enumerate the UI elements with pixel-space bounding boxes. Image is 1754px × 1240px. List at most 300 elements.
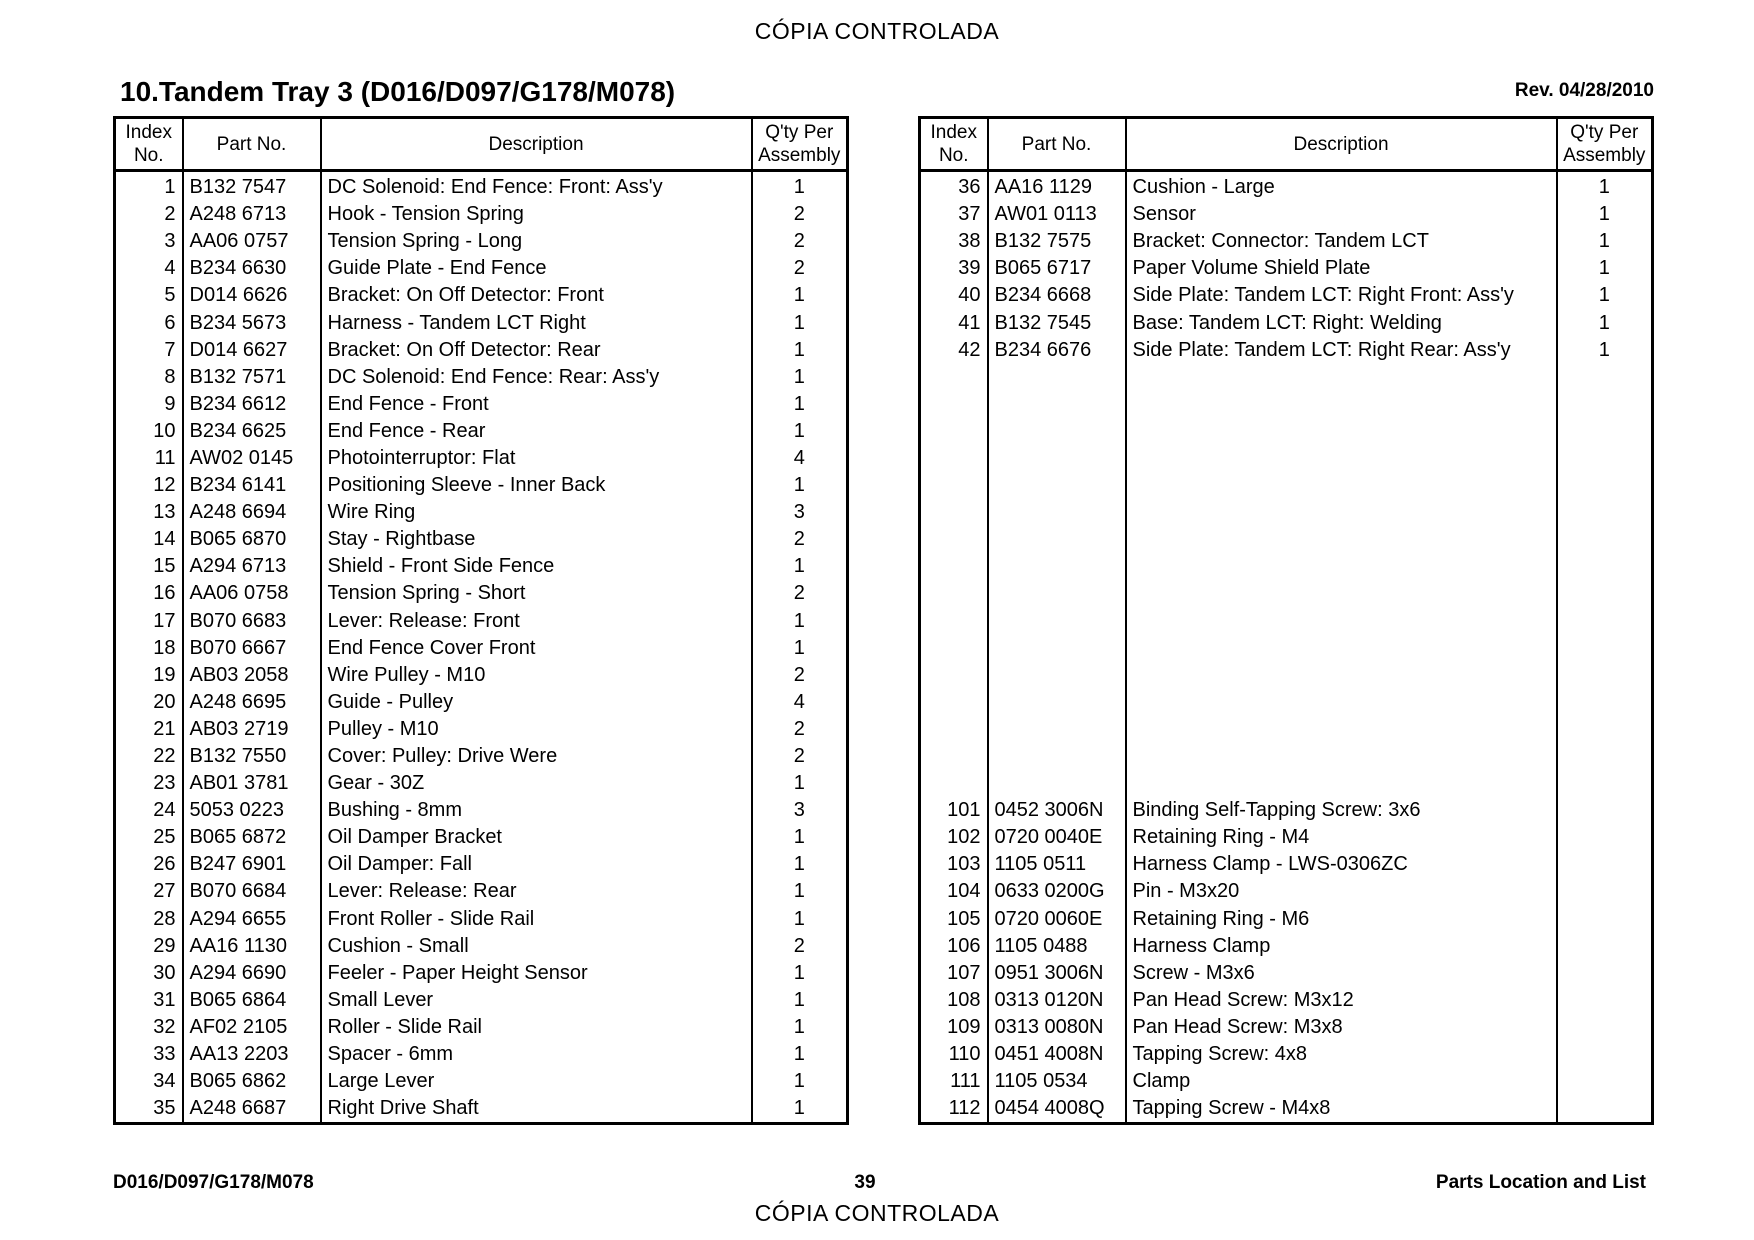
part-number-cell: 0452 3006N xyxy=(988,797,1126,824)
index-cell: 22 xyxy=(153,745,176,768)
table-row xyxy=(920,364,1653,391)
table-row xyxy=(115,228,848,255)
table-row xyxy=(115,337,848,364)
qty-cell xyxy=(1557,797,1653,824)
table-row xyxy=(115,851,848,878)
index-cell: 9 xyxy=(164,392,176,415)
qty-cell: 2 xyxy=(752,255,848,282)
description-cell xyxy=(1126,364,1557,391)
index-cell: 112 xyxy=(948,1097,981,1120)
index-cell: 10 xyxy=(153,419,176,442)
table-row xyxy=(115,689,848,716)
table-row xyxy=(920,1095,1653,1124)
qty-cell: 2 xyxy=(752,743,848,770)
description-cell: Oil Damper Bracket xyxy=(321,824,752,851)
description-cell: Side Plate: Tandem LCT: Right Front: Ass'y xyxy=(1126,282,1557,309)
qty-cell: 1 xyxy=(752,960,848,987)
index-cell xyxy=(920,526,988,553)
qty-cell: 1 xyxy=(1557,201,1653,228)
part-number-cell: AW01 0113 xyxy=(988,201,1126,228)
index-cell xyxy=(920,553,988,580)
index-cell: 109 xyxy=(947,1015,981,1038)
index-cell: 14 xyxy=(153,528,176,551)
table-row xyxy=(920,635,1653,662)
description-cell xyxy=(1126,635,1557,662)
table-row xyxy=(920,553,1653,580)
qty-cell xyxy=(1557,689,1653,716)
index-cell: 101 xyxy=(947,799,981,822)
table-row xyxy=(115,445,848,472)
qty-cell xyxy=(1557,933,1653,960)
qty-cell: 2 xyxy=(752,201,848,228)
index-cell: 12 xyxy=(153,474,176,497)
qty-cell: 1 xyxy=(752,418,848,445)
qty-cell xyxy=(1557,1041,1653,1068)
table-row xyxy=(920,337,1653,364)
index-cell: 15 xyxy=(153,555,176,578)
description-cell: Side Plate: Tandem LCT: Right Rear: Ass'y xyxy=(1126,337,1557,364)
table-row xyxy=(115,1014,848,1041)
part-number-cell xyxy=(988,580,1126,607)
index-cell: 29 xyxy=(153,934,176,957)
column-header-qty: Q'ty Per Assembly xyxy=(752,118,848,171)
table-header-row xyxy=(920,118,1653,171)
index-cell: 16 xyxy=(153,582,176,605)
part-number-cell: AA13 2203 xyxy=(183,1041,321,1068)
part-number-cell: 0720 0040E xyxy=(988,824,1126,851)
part-number-cell: B132 7575 xyxy=(988,228,1126,255)
table-row xyxy=(115,1041,848,1068)
part-number-cell: B234 6625 xyxy=(183,418,321,445)
part-number-cell: B132 7550 xyxy=(183,743,321,770)
index-cell: 5 xyxy=(164,284,176,307)
index-cell xyxy=(920,689,988,716)
qty-cell xyxy=(1557,662,1653,689)
part-number-cell: A294 6655 xyxy=(183,906,321,933)
description-cell: Harness Clamp - LWS-0306ZC xyxy=(1126,851,1557,878)
index-cell: 20 xyxy=(153,690,176,713)
part-number-cell: D014 6626 xyxy=(183,282,321,309)
part-number-cell xyxy=(988,499,1126,526)
description-cell xyxy=(1126,743,1557,770)
column-header-description: Description xyxy=(1126,118,1557,171)
description-cell: Bracket: Connector: Tandem LCT xyxy=(1126,228,1557,255)
description-cell: Cover: Pulley: Drive Were xyxy=(321,743,752,770)
table-row xyxy=(115,418,848,445)
part-number-cell: B132 7547 xyxy=(183,171,321,202)
part-number-cell: AB01 3781 xyxy=(183,770,321,797)
description-cell: Stay - Rightbase xyxy=(321,526,752,553)
qty-cell xyxy=(1557,445,1653,472)
table-row xyxy=(115,608,848,635)
part-number-cell: D014 6627 xyxy=(183,337,321,364)
description-cell: Large Lever xyxy=(321,1068,752,1095)
description-cell: Base: Tandem LCT: Right: Welding xyxy=(1126,309,1557,336)
index-cell: 28 xyxy=(153,907,176,930)
description-cell: Photointerruptor: Flat xyxy=(321,445,752,472)
description-cell: Wire Pulley - M10 xyxy=(321,662,752,689)
qty-cell: 1 xyxy=(752,337,848,364)
index-cell: 106 xyxy=(947,934,981,957)
description-cell: Small Lever xyxy=(321,987,752,1014)
index-cell: 40 xyxy=(958,284,981,307)
qty-cell xyxy=(1557,1068,1653,1095)
qty-cell xyxy=(1557,472,1653,499)
index-cell: 110 xyxy=(948,1043,981,1066)
table-row xyxy=(115,1095,848,1124)
description-cell: Feeler - Paper Height Sensor xyxy=(321,960,752,987)
part-number-cell xyxy=(988,418,1126,445)
index-cell: 6 xyxy=(164,311,176,334)
qty-cell: 1 xyxy=(752,987,848,1014)
index-cell: 27 xyxy=(153,880,176,903)
table-row xyxy=(920,171,1653,202)
table-row xyxy=(920,960,1653,987)
qty-cell: 1 xyxy=(1557,228,1653,255)
qty-cell xyxy=(1557,608,1653,635)
qty-cell: 1 xyxy=(752,1014,848,1041)
index-cell: 7 xyxy=(164,338,176,361)
part-number-cell: A294 6713 xyxy=(183,553,321,580)
table-row xyxy=(115,526,848,553)
watermark-bottom: CÓPIA CONTROLADA xyxy=(754,1200,1000,1226)
index-cell: 32 xyxy=(153,1015,176,1038)
qty-cell xyxy=(1557,391,1653,418)
column-header-index: Index No. xyxy=(115,118,183,171)
table-row xyxy=(920,228,1653,255)
description-cell: Hook - Tension Spring xyxy=(321,201,752,228)
description-cell: Tapping Screw: 4x8 xyxy=(1126,1041,1557,1068)
description-cell xyxy=(1126,499,1557,526)
index-cell: 2 xyxy=(164,203,176,226)
table-row xyxy=(115,797,848,824)
description-cell: Paper Volume Shield Plate xyxy=(1126,255,1557,282)
table-row xyxy=(920,689,1653,716)
description-cell: Clamp xyxy=(1126,1068,1557,1095)
qty-cell xyxy=(1557,418,1653,445)
part-number-cell: 0951 3006N xyxy=(988,960,1126,987)
qty-cell: 1 xyxy=(752,635,848,662)
part-number-cell xyxy=(988,391,1126,418)
qty-cell: 1 xyxy=(752,171,848,202)
table-row xyxy=(115,906,848,933)
page-title: 10.Tandem Tray 3 (D016/D097/G178/M078) xyxy=(120,76,676,107)
qty-cell: 2 xyxy=(752,228,848,255)
qty-cell: 1 xyxy=(1557,255,1653,282)
parts-table-left-body xyxy=(115,171,848,1124)
part-number-cell: 1105 0534 xyxy=(988,1068,1126,1095)
column-header-part: Part No. xyxy=(183,118,321,171)
table-row xyxy=(115,309,848,336)
part-number-cell xyxy=(988,526,1126,553)
table-row xyxy=(115,960,848,987)
qty-cell: 2 xyxy=(752,662,848,689)
qty-cell: 1 xyxy=(752,1095,848,1124)
qty-cell xyxy=(1557,987,1653,1014)
qty-cell: 1 xyxy=(752,364,848,391)
description-cell: Oil Damper: Fall xyxy=(321,851,752,878)
index-cell xyxy=(920,635,988,662)
index-cell xyxy=(920,445,988,472)
index-cell: 21 xyxy=(153,717,176,740)
description-cell: Cushion - Small xyxy=(321,933,752,960)
description-cell: Retaining Ring - M4 xyxy=(1126,824,1557,851)
revision-date: Rev. 04/28/2010 xyxy=(1514,80,1654,101)
qty-cell xyxy=(1557,553,1653,580)
part-number-cell xyxy=(988,553,1126,580)
table-row xyxy=(115,391,848,418)
index-cell: 24 xyxy=(153,799,176,822)
description-cell: Sensor xyxy=(1126,201,1557,228)
part-number-cell: A248 6687 xyxy=(183,1095,321,1124)
qty-cell: 1 xyxy=(752,282,848,309)
table-row xyxy=(115,580,848,607)
table-row xyxy=(920,499,1653,526)
index-cell: 31 xyxy=(153,988,176,1011)
index-cell: 111 xyxy=(950,1070,981,1093)
description-cell: Harness - Tandem LCT Right xyxy=(321,309,752,336)
description-cell: Guide Plate - End Fence xyxy=(321,255,752,282)
index-cell: 25 xyxy=(153,826,176,849)
table-row xyxy=(115,824,848,851)
table-row xyxy=(115,553,848,580)
description-cell: Screw - M3x6 xyxy=(1126,960,1557,987)
description-cell: Lever: Release: Rear xyxy=(321,878,752,905)
table-row xyxy=(920,282,1653,309)
index-cell: 37 xyxy=(958,203,981,226)
part-number-cell: A248 6695 xyxy=(183,689,321,716)
part-number-cell xyxy=(988,743,1126,770)
table-row xyxy=(115,987,848,1014)
part-number-cell: B065 6717 xyxy=(988,255,1126,282)
qty-cell: 2 xyxy=(752,526,848,553)
qty-cell: 1 xyxy=(752,472,848,499)
part-number-cell: B065 6862 xyxy=(183,1068,321,1095)
description-cell: Harness Clamp xyxy=(1126,933,1557,960)
description-cell: Pan Head Screw: M3x8 xyxy=(1126,1014,1557,1041)
description-cell xyxy=(1126,391,1557,418)
qty-cell: 1 xyxy=(752,553,848,580)
table-row xyxy=(920,716,1653,743)
part-number-cell: 0313 0080N xyxy=(988,1014,1126,1041)
table-row xyxy=(920,1014,1653,1041)
description-cell: Bushing - 8mm xyxy=(321,797,752,824)
description-cell: Bracket: On Off Detector: Front xyxy=(321,282,752,309)
description-cell xyxy=(1126,689,1557,716)
part-number-cell: AF02 2105 xyxy=(183,1014,321,1041)
index-cell: 105 xyxy=(947,907,981,930)
table-row xyxy=(115,171,848,202)
index-cell: 38 xyxy=(958,230,981,253)
index-cell: 13 xyxy=(153,501,176,524)
column-header-description: Description xyxy=(321,118,752,171)
table-row xyxy=(920,255,1653,282)
description-cell: Positioning Sleeve - Inner Back xyxy=(321,472,752,499)
part-number-cell: 0454 4008Q xyxy=(988,1095,1126,1124)
description-cell: Tension Spring - Long xyxy=(321,228,752,255)
table-row xyxy=(920,851,1653,878)
qty-cell: 3 xyxy=(752,499,848,526)
qty-cell: 1 xyxy=(752,309,848,336)
description-cell: End Fence - Front xyxy=(321,391,752,418)
description-cell: Spacer - 6mm xyxy=(321,1041,752,1068)
qty-cell xyxy=(1557,960,1653,987)
description-cell: Tension Spring - Short xyxy=(321,580,752,607)
qty-cell xyxy=(1557,770,1653,797)
table-row xyxy=(115,282,848,309)
part-number-cell: 5053 0223 xyxy=(183,797,321,824)
watermark-top: CÓPIA CONTROLADA xyxy=(754,18,1000,44)
part-number-cell xyxy=(988,608,1126,635)
part-number-cell: B234 5673 xyxy=(183,309,321,336)
part-number-cell: B070 6667 xyxy=(183,635,321,662)
index-cell xyxy=(920,743,988,770)
part-number-cell: B234 6676 xyxy=(988,337,1126,364)
qty-cell: 1 xyxy=(752,1041,848,1068)
qty-cell: 1 xyxy=(752,851,848,878)
table-row xyxy=(115,499,848,526)
table-row xyxy=(115,933,848,960)
table-row xyxy=(920,797,1653,824)
table-header-row xyxy=(115,118,848,171)
qty-cell: 1 xyxy=(1557,309,1653,336)
table-row xyxy=(920,987,1653,1014)
qty-cell xyxy=(1557,635,1653,662)
part-number-cell: AA06 0758 xyxy=(183,580,321,607)
qty-cell: 1 xyxy=(1557,337,1653,364)
table-row xyxy=(920,743,1653,770)
index-cell: 4 xyxy=(164,257,176,280)
part-number-cell: 0633 0200G xyxy=(988,878,1126,905)
table-row xyxy=(115,770,848,797)
part-number-cell: B132 7545 xyxy=(988,309,1126,336)
description-cell xyxy=(1126,580,1557,607)
table-row xyxy=(920,1041,1653,1068)
qty-cell xyxy=(1557,851,1653,878)
part-number-cell: A248 6713 xyxy=(183,201,321,228)
parts-table-right xyxy=(918,116,1654,1125)
index-cell: 39 xyxy=(958,257,981,280)
part-number-cell: B132 7571 xyxy=(183,364,321,391)
footer-section: Parts Location and List xyxy=(1435,1172,1646,1193)
parts-table-right-body xyxy=(920,171,1653,1124)
index-cell: 26 xyxy=(153,853,176,876)
index-cell: 18 xyxy=(153,636,176,659)
qty-cell: 2 xyxy=(752,580,848,607)
index-cell: 19 xyxy=(153,663,176,686)
part-number-cell xyxy=(988,445,1126,472)
index-cell: 17 xyxy=(153,609,176,632)
description-cell: Lever: Release: Front xyxy=(321,608,752,635)
description-cell: End Fence - Rear xyxy=(321,418,752,445)
description-cell: Gear - 30Z xyxy=(321,770,752,797)
qty-cell: 2 xyxy=(752,716,848,743)
table-row xyxy=(115,255,848,282)
part-number-cell: 1105 0488 xyxy=(988,933,1126,960)
part-number-cell: AA06 0757 xyxy=(183,228,321,255)
part-number-cell: B065 6870 xyxy=(183,526,321,553)
index-cell: 3 xyxy=(164,230,176,253)
part-number-cell: 0451 4008N xyxy=(988,1041,1126,1068)
table-row xyxy=(920,418,1653,445)
table-row xyxy=(115,472,848,499)
part-number-cell xyxy=(988,364,1126,391)
part-number-cell: B065 6864 xyxy=(183,987,321,1014)
qty-cell: 1 xyxy=(752,770,848,797)
table-row xyxy=(920,201,1653,228)
part-number-cell xyxy=(988,635,1126,662)
qty-cell: 1 xyxy=(752,1068,848,1095)
index-cell: 34 xyxy=(153,1070,176,1093)
part-number-cell: B247 6901 xyxy=(183,851,321,878)
parts-table-left xyxy=(113,116,849,1125)
index-cell: 42 xyxy=(958,338,981,361)
table-row xyxy=(920,309,1653,336)
part-number-cell: AW02 0145 xyxy=(183,445,321,472)
description-cell: DC Solenoid: End Fence: Front: Ass'y xyxy=(321,171,752,202)
description-cell xyxy=(1126,716,1557,743)
index-cell: 104 xyxy=(947,880,981,903)
page-number: 39 xyxy=(854,1172,876,1193)
part-number-cell: AB03 2719 xyxy=(183,716,321,743)
qty-cell xyxy=(1557,526,1653,553)
part-number-cell: B234 6612 xyxy=(183,391,321,418)
index-cell xyxy=(920,391,988,418)
index-cell xyxy=(920,716,988,743)
table-row xyxy=(920,1068,1653,1095)
description-cell xyxy=(1126,418,1557,445)
qty-cell: 3 xyxy=(752,797,848,824)
qty-cell xyxy=(1557,364,1653,391)
part-number-cell: AA16 1130 xyxy=(183,933,321,960)
part-number-cell xyxy=(988,689,1126,716)
table-row xyxy=(920,933,1653,960)
description-cell: Wire Ring xyxy=(321,499,752,526)
table-row xyxy=(115,1068,848,1095)
column-header-index: Index No. xyxy=(920,118,988,171)
index-cell xyxy=(920,770,988,797)
index-cell xyxy=(920,472,988,499)
footer-model: D016/D097/G178/M078 xyxy=(113,1172,314,1193)
qty-cell: 1 xyxy=(752,824,848,851)
index-cell: 36 xyxy=(958,176,981,199)
qty-cell: 1 xyxy=(752,878,848,905)
qty-cell: 1 xyxy=(752,906,848,933)
part-number-cell: B234 6668 xyxy=(988,282,1126,309)
description-cell: Cushion - Large xyxy=(1126,171,1557,202)
table-row xyxy=(920,878,1653,905)
index-cell: 1 xyxy=(164,176,176,199)
part-number-cell: 1105 0511 xyxy=(988,851,1126,878)
index-cell: 103 xyxy=(947,853,981,876)
table-row xyxy=(920,472,1653,499)
qty-cell: 1 xyxy=(752,391,848,418)
part-number-cell xyxy=(988,662,1126,689)
part-number-cell: B234 6141 xyxy=(183,472,321,499)
description-cell: Binding Self-Tapping Screw: 3x6 xyxy=(1126,797,1557,824)
description-cell xyxy=(1126,526,1557,553)
qty-cell: 1 xyxy=(1557,282,1653,309)
column-header-part: Part No. xyxy=(988,118,1126,171)
description-cell: Pin - M3x20 xyxy=(1126,878,1557,905)
description-cell: Retaining Ring - M6 xyxy=(1126,906,1557,933)
qty-cell xyxy=(1557,743,1653,770)
index-cell: 8 xyxy=(164,365,176,388)
description-cell: Guide - Pulley xyxy=(321,689,752,716)
index-cell: 33 xyxy=(153,1043,176,1066)
index-cell: 107 xyxy=(947,961,981,984)
part-number-cell: AB03 2058 xyxy=(183,662,321,689)
